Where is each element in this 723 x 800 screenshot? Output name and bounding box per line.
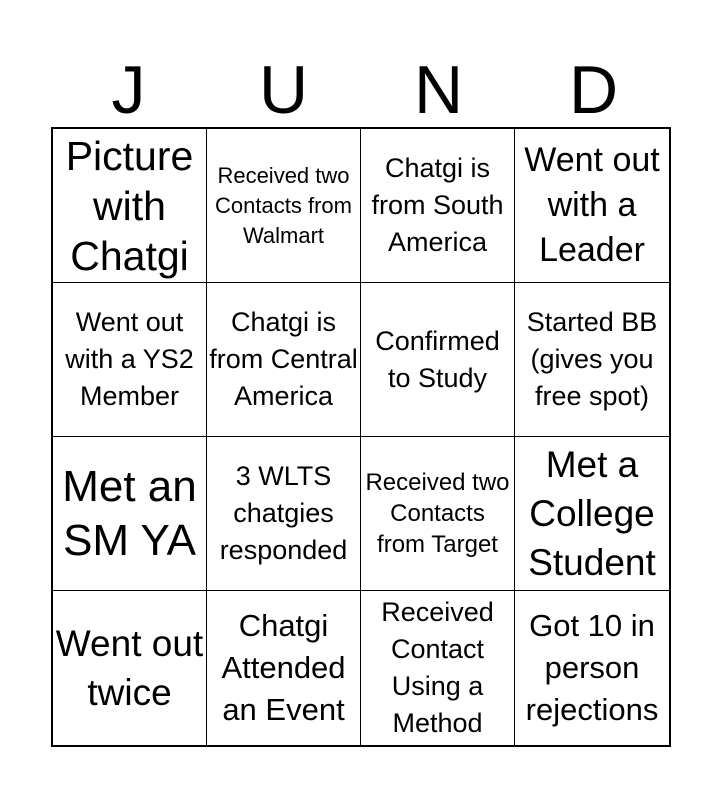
cell-text: Received two Contacts from Target — [365, 469, 510, 558]
cell-text: Went out twice — [55, 623, 204, 713]
bingo-cell[interactable] — [207, 283, 361, 437]
cell-text: Went out with a Leader — [524, 141, 660, 269]
bingo-cell[interactable] — [53, 437, 207, 591]
cell-text: Met an SM YA — [62, 461, 197, 565]
cell-text: Confirmed to Study — [375, 325, 500, 393]
cell-text: Received two Contacts from Walmart — [215, 162, 352, 248]
cell-text: Received Contact Using a Method — [381, 597, 494, 738]
cell-text: Started BB (gives you free spot) — [526, 307, 658, 411]
bingo-cell[interactable] — [515, 437, 669, 591]
bingo-cell[interactable] — [361, 129, 515, 283]
bingo-cell[interactable] — [515, 283, 669, 437]
bingo-cell[interactable] — [207, 129, 361, 283]
header-letter-d: D — [568, 52, 619, 128]
bingo-cell[interactable] — [53, 591, 207, 745]
header-letter-u: U — [258, 52, 309, 128]
bingo-header — [51, 52, 671, 128]
bingo-cell[interactable] — [207, 591, 361, 745]
bingo-cell[interactable] — [361, 283, 515, 437]
bingo-cell[interactable] — [515, 591, 669, 745]
cell-text: Went out with a YS2 Member — [65, 307, 194, 411]
cell-text: 3 WLTS chatgies responded — [219, 461, 348, 565]
cell-text: Met a College Student — [528, 444, 656, 583]
header-letter-j: J — [111, 52, 146, 128]
cell-text: Chatgi is from South America — [371, 153, 504, 257]
cell-text: Chatgi Attended an Event — [221, 608, 346, 727]
cell-text: Chatgi is from Central America — [209, 307, 358, 411]
bingo-cell[interactable] — [207, 437, 361, 591]
bingo-cell[interactable] — [53, 283, 207, 437]
header-letter-n: N — [413, 52, 464, 128]
bingo-cell[interactable] — [361, 437, 515, 591]
bingo-cell[interactable] — [53, 129, 207, 283]
cell-text: Got 10 in person rejections — [525, 608, 659, 727]
bingo-cell[interactable] — [361, 591, 515, 745]
bingo-board — [51, 127, 671, 747]
cell-text: Picture with Chatgi — [65, 132, 194, 279]
bingo-cell[interactable] — [515, 129, 669, 283]
